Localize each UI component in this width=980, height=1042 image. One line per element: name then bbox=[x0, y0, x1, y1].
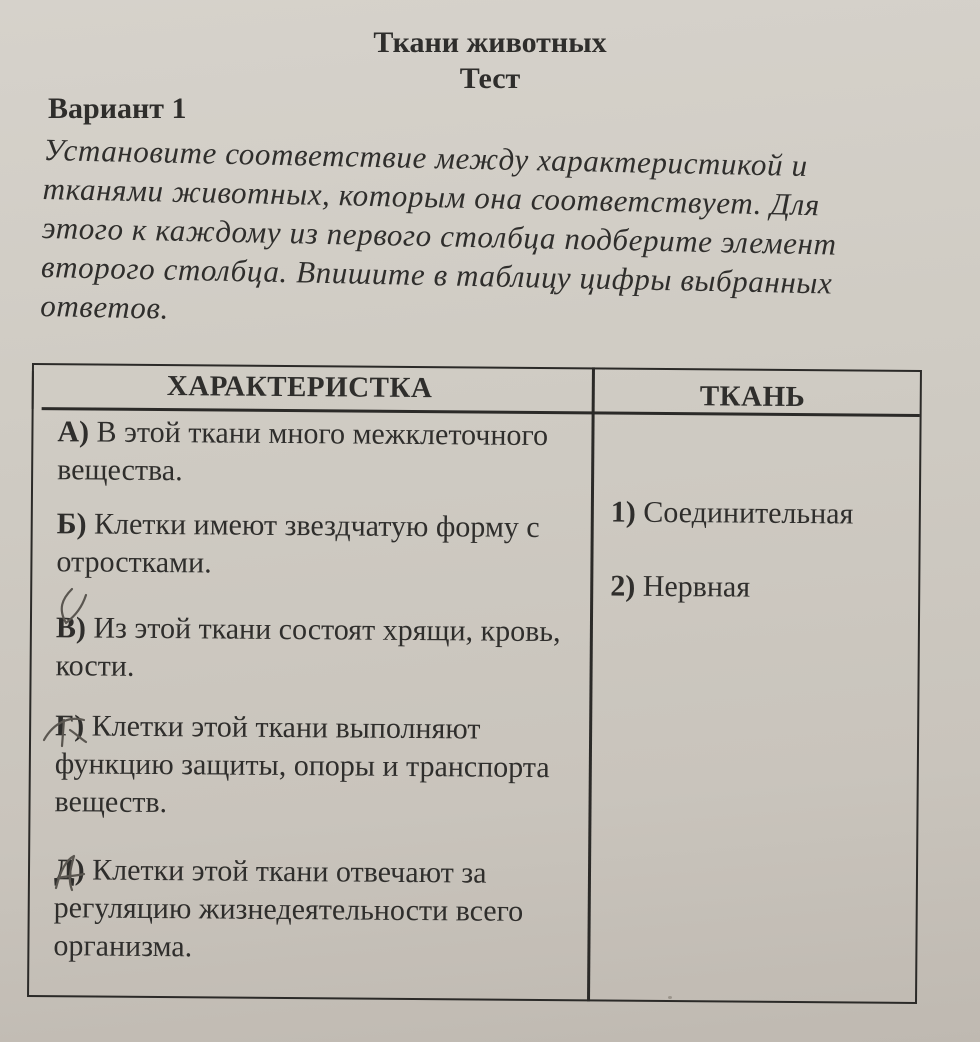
option-number: 2) bbox=[610, 569, 636, 603]
document-title: Ткани животных bbox=[373, 26, 607, 59]
item-letter: А) bbox=[57, 415, 90, 449]
option-text: Нервная bbox=[642, 569, 751, 604]
variant-label: Вариант 1 bbox=[48, 92, 187, 125]
paper-speck bbox=[668, 996, 672, 999]
item-text: В этой ткани много межклеточного вещества. bbox=[57, 415, 549, 488]
list-item bbox=[56, 505, 577, 585]
list-item bbox=[53, 851, 574, 969]
item-letter: Д) bbox=[53, 853, 85, 887]
option-item bbox=[610, 570, 750, 605]
item-text: Клетки этой ткани выполняют функцию защиты, опоры и транспорта веществ. bbox=[54, 709, 550, 820]
item-text: Клетки имеют звездчатую форму с отростками. bbox=[56, 507, 540, 580]
header-tissue: ТКАНЬ bbox=[699, 380, 806, 414]
option-number: 1) bbox=[610, 495, 636, 529]
item-text: Клетки этой ткани отвечают за регуляцию жизнедеятельности всего организма. bbox=[53, 853, 524, 964]
table-header-left-edge bbox=[32, 371, 48, 409]
item-letter: Г) bbox=[55, 709, 85, 743]
matching-table bbox=[27, 363, 922, 1006]
item-letter: Б) bbox=[56, 507, 87, 541]
list-item bbox=[55, 609, 576, 689]
option-text: Соединительная bbox=[643, 495, 854, 531]
pencil-mark-icon bbox=[48, 852, 92, 894]
instructions-text: Установите соответствие между характеристикой и тканями животных, которым она соответствует. Для этого к каждому из первого столбца подберите элемент второго столбца. Впишите в таблицу цифры выбранных ответов. bbox=[39, 131, 837, 326]
pencil-mark-icon bbox=[40, 712, 90, 752]
item-text: Из этой ткани состоят хрящи, кровь, кости. bbox=[55, 611, 561, 683]
item-letter: В) bbox=[55, 611, 87, 645]
pencil-mark-icon bbox=[52, 585, 92, 630]
option-item bbox=[611, 496, 854, 532]
list-item bbox=[57, 413, 578, 493]
list-item bbox=[54, 707, 575, 825]
header-characteristic: ХАРАКТЕРИСТКА bbox=[166, 370, 433, 405]
document-subtitle: Тест bbox=[459, 62, 521, 95]
